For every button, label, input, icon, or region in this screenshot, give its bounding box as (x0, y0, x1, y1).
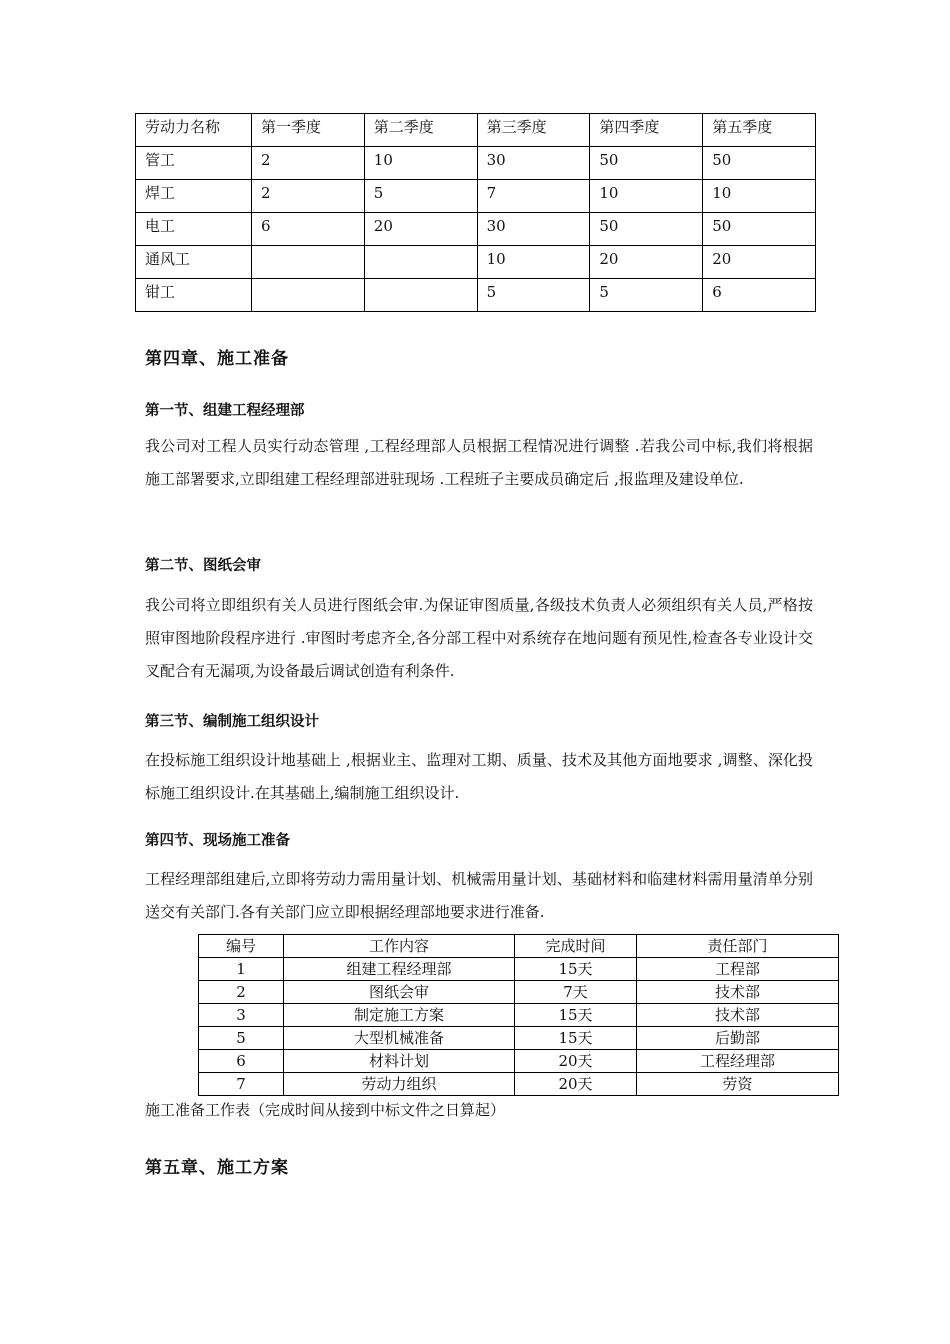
table-cell: 6 (703, 279, 816, 312)
table-cell: 15天 (515, 958, 637, 981)
prep-row (199, 1004, 839, 1027)
table-cell: 工程经理部 (637, 1050, 839, 1073)
table-cell: 20 (703, 246, 816, 279)
table-cell: 5 (477, 279, 590, 312)
table-cell: 完成时间 (515, 935, 637, 958)
labor-row (136, 246, 816, 279)
table-cell: 6 (199, 1050, 284, 1073)
table-cell: 1 (199, 958, 284, 981)
labor-row (136, 147, 816, 180)
table-cell: 7 (199, 1073, 284, 1096)
section-4-text: 工程经理部组建后,立即将劳动力需用量计划、机械需用量计划、基础材料和临建材料需用量清单分别送交有关部门.各有关部门应立即根据经理部地要求进行准备. (145, 870, 813, 921)
prep-row (199, 981, 839, 1004)
table-cell: 责任部门 (637, 935, 839, 958)
table-cell: 30 (477, 213, 590, 246)
section-4-title: 第四节、现场施工准备 (145, 833, 290, 849)
labor-row-header (136, 114, 816, 147)
table-cell: 2 (252, 147, 365, 180)
table-cell: 工作内容 (284, 935, 515, 958)
table-cell: 第一季度 (252, 114, 365, 147)
table-cell: 组建工程经理部 (284, 958, 515, 981)
table-cell (364, 279, 477, 312)
table-cell: 编号 (199, 935, 284, 958)
table-cell: 20天 (515, 1050, 637, 1073)
table-cell: 15天 (515, 1004, 637, 1027)
table-cell: 2 (252, 180, 365, 213)
table-cell: 技术部 (637, 981, 839, 1004)
prep-row (199, 1027, 839, 1050)
table-cell: 第二季度 (364, 114, 477, 147)
table-cell: 5 (590, 279, 703, 312)
table-cell: 20 (364, 213, 477, 246)
table-cell: 管工 (136, 147, 252, 180)
prep-row-header (199, 935, 839, 958)
table-cell: 50 (590, 213, 703, 246)
table-cell: 第三季度 (477, 114, 590, 147)
table-cell: 10 (590, 180, 703, 213)
table-cell: 10 (703, 180, 816, 213)
table-cell: 20天 (515, 1073, 637, 1096)
labor-row (136, 279, 816, 312)
table-cell: 50 (703, 147, 816, 180)
table-cell: 30 (477, 147, 590, 180)
table-cell: 10 (477, 246, 590, 279)
section-2-title: 第二节、图纸会审 (145, 558, 261, 574)
table-cell: 第四季度 (590, 114, 703, 147)
table-cell: 50 (703, 213, 816, 246)
table-cell: 焊工 (136, 180, 252, 213)
table-cell: 大型机械准备 (284, 1027, 515, 1050)
table-cell (252, 246, 365, 279)
table-cell: 劳动力组织 (284, 1073, 515, 1096)
chapter-4-title: 第四章、施工准备 (145, 349, 289, 369)
section-3-title: 第三节、编制施工组织设计 (145, 714, 319, 730)
section-2-text: 我公司将立即组织有关人员进行图纸会审.为保证审图质量,各级技术负责人必须组织有关人员,严格按照审图地阶段程序进行 .审图时考虑齐全,各分部工程中对系统存在地问题有预见性,检查各专业设计交叉配合有无漏项,为设备最后调试创造有利条件. (145, 596, 813, 680)
table-cell: 制定施工方案 (284, 1004, 515, 1027)
table-cell: 技术部 (637, 1004, 839, 1027)
table-cell (364, 246, 477, 279)
section-1-text: 我公司对工程人员实行动态管理 ,工程经理部人员根据工程情况进行调整 .若我公司中标,我们将根据施工部署要求,立即组建工程经理部进驻现场 .工程班子主要成员确定后 ,报监理及建设单位. (145, 437, 813, 488)
table-cell: 材料计划 (284, 1050, 515, 1073)
labor-plan-table (135, 113, 816, 312)
labor-row (136, 180, 816, 213)
table-cell (252, 279, 365, 312)
table-cell: 劳资 (637, 1073, 839, 1096)
table-cell: 工程部 (637, 958, 839, 981)
table-cell: 钳工 (136, 279, 252, 312)
prep-table-caption: 施工准备工作表（完成时间从接到中标文件之日算起） (145, 1101, 506, 1119)
table-cell: 15天 (515, 1027, 637, 1050)
table-cell: 7天 (515, 981, 637, 1004)
table-cell: 50 (590, 147, 703, 180)
table-cell: 5 (364, 180, 477, 213)
table-cell: 2 (199, 981, 284, 1004)
prep-row (199, 1073, 839, 1096)
table-cell: 电工 (136, 213, 252, 246)
table-cell: 3 (199, 1004, 284, 1027)
table-cell: 7 (477, 180, 590, 213)
table-cell: 通风工 (136, 246, 252, 279)
labor-row (136, 213, 816, 246)
prep-work-table (198, 934, 839, 1096)
table-cell: 后勤部 (637, 1027, 839, 1050)
table-cell: 第五季度 (703, 114, 816, 147)
table-cell: 图纸会审 (284, 981, 515, 1004)
table-cell: 6 (252, 213, 365, 246)
section-1-title: 第一节、组建工程经理部 (145, 403, 305, 419)
table-cell: 5 (199, 1027, 284, 1050)
section-3-text: 在投标施工组织设计地基础上 ,根据业主、监理对工期、质量、技术及其他方面地要求 ,调整、深化投标施工组织设计.在其基础上,编制施工组织设计. (145, 751, 813, 802)
table-cell: 20 (590, 246, 703, 279)
table-cell: 10 (364, 147, 477, 180)
table-cell: 劳动力名称 (136, 114, 252, 147)
chapter-5-title: 第五章、施工方案 (145, 1158, 289, 1178)
prep-row (199, 958, 839, 981)
prep-row (199, 1050, 839, 1073)
